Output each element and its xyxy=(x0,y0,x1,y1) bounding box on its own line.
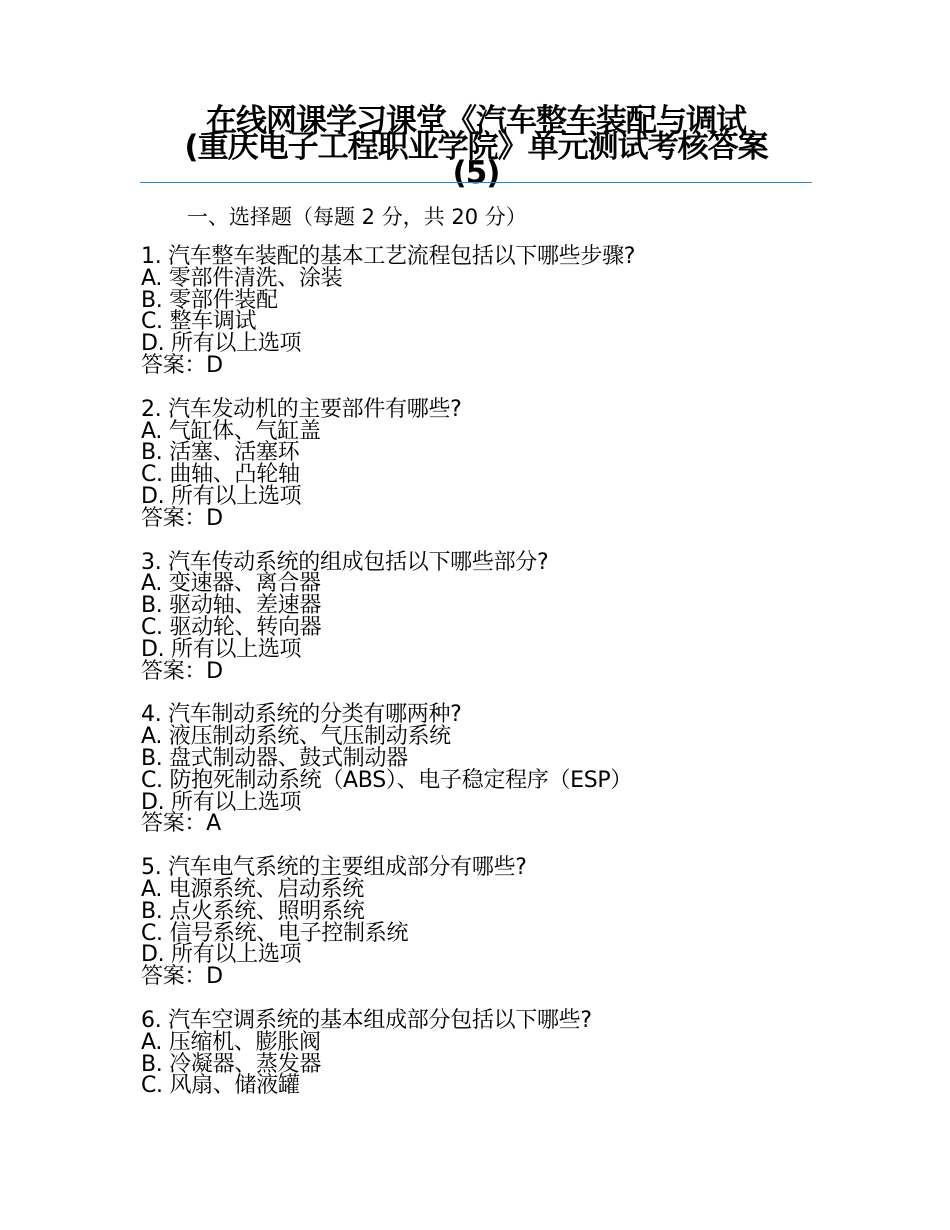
option-a: A. 液压制动系统、气压制动系统 xyxy=(141,724,451,750)
question-4 xyxy=(141,704,841,835)
option-b: B. 冷凝器、蒸发器 xyxy=(141,1051,322,1077)
question-text: 1. 汽车整车装配的基本工艺流程包括以下哪些步骤? xyxy=(141,244,636,269)
option-c: C. 整车调试 xyxy=(141,309,257,335)
question-list xyxy=(141,246,841,1119)
option-b: B. 活塞、活塞环 xyxy=(141,440,300,466)
option-b: B. 驱动轴、差速器 xyxy=(141,593,322,619)
title-line-1: 在线网课学习课堂《汽车整车装配与调试 xyxy=(206,103,746,139)
option-c: C. 防抱死制动系统（ABS）、电子稳定程序（ESP） xyxy=(141,767,633,793)
title-divider xyxy=(140,182,812,183)
question-1 xyxy=(141,246,841,377)
option-a: A. 变速器、离合器 xyxy=(141,571,321,597)
option-a: A. 气缸体、气缸盖 xyxy=(141,418,321,444)
question-text: 2. 汽车发动机的主要部件有哪些? xyxy=(141,396,462,422)
option-d: D. 所有以上选项 xyxy=(141,942,302,968)
question-3 xyxy=(141,549,841,684)
option-d: D. 所有以上选项 xyxy=(141,636,302,662)
question-text: 3. 汽车传动系统的组成包括以下哪些部分? xyxy=(141,549,549,575)
option-d: D. 所有以上选项 xyxy=(141,789,302,815)
option-b: B. 零部件装配 xyxy=(141,287,278,313)
answer: 答案：D xyxy=(141,964,223,990)
question-2 xyxy=(141,396,841,531)
option-b: B. 点火系统、照明系统 xyxy=(141,898,365,924)
answer: 答案：A xyxy=(141,811,221,837)
option-a: A. 零部件清洗、涂装 xyxy=(141,265,343,291)
option-c: C. 驱动轮、转向器 xyxy=(141,614,322,640)
section-heading: 一、选择题（每题 2 分，共 20 分） xyxy=(187,205,527,229)
question-text: 4. 汽车制动系统的分类有哪两种? xyxy=(141,702,462,728)
question-5 xyxy=(141,857,841,988)
title-line-2: (重庆电子工程职业学院》单元测试考核答案 xyxy=(184,129,768,165)
option-b: B. 盘式制动器、鼓式制动器 xyxy=(141,745,408,771)
answer: 答案：D xyxy=(141,352,223,378)
option-c: C. 风扇、储液罐 xyxy=(141,1073,300,1099)
title-line-3: (5) xyxy=(452,155,500,191)
question-6 xyxy=(141,1007,841,1099)
answer: 答案：D xyxy=(141,505,223,531)
question-text: 6. 汽车空调系统的基本组成部分包括以下哪些? xyxy=(141,1007,592,1033)
question-text: 5. 汽车电气系统的主要组成部分有哪些? xyxy=(141,855,527,881)
answer: 答案：D xyxy=(141,658,223,684)
option-c: C. 信号系统、电子控制系统 xyxy=(141,920,409,946)
option-d: D. 所有以上选项 xyxy=(141,331,302,357)
document-title xyxy=(140,103,812,191)
option-d: D. 所有以上选项 xyxy=(141,483,302,509)
option-a: A. 压缩机、膨胀阀 xyxy=(141,1029,321,1055)
option-c: C. 曲轴、凸轮轴 xyxy=(141,462,300,488)
option-a: A. 电源系统、启动系统 xyxy=(141,876,365,902)
